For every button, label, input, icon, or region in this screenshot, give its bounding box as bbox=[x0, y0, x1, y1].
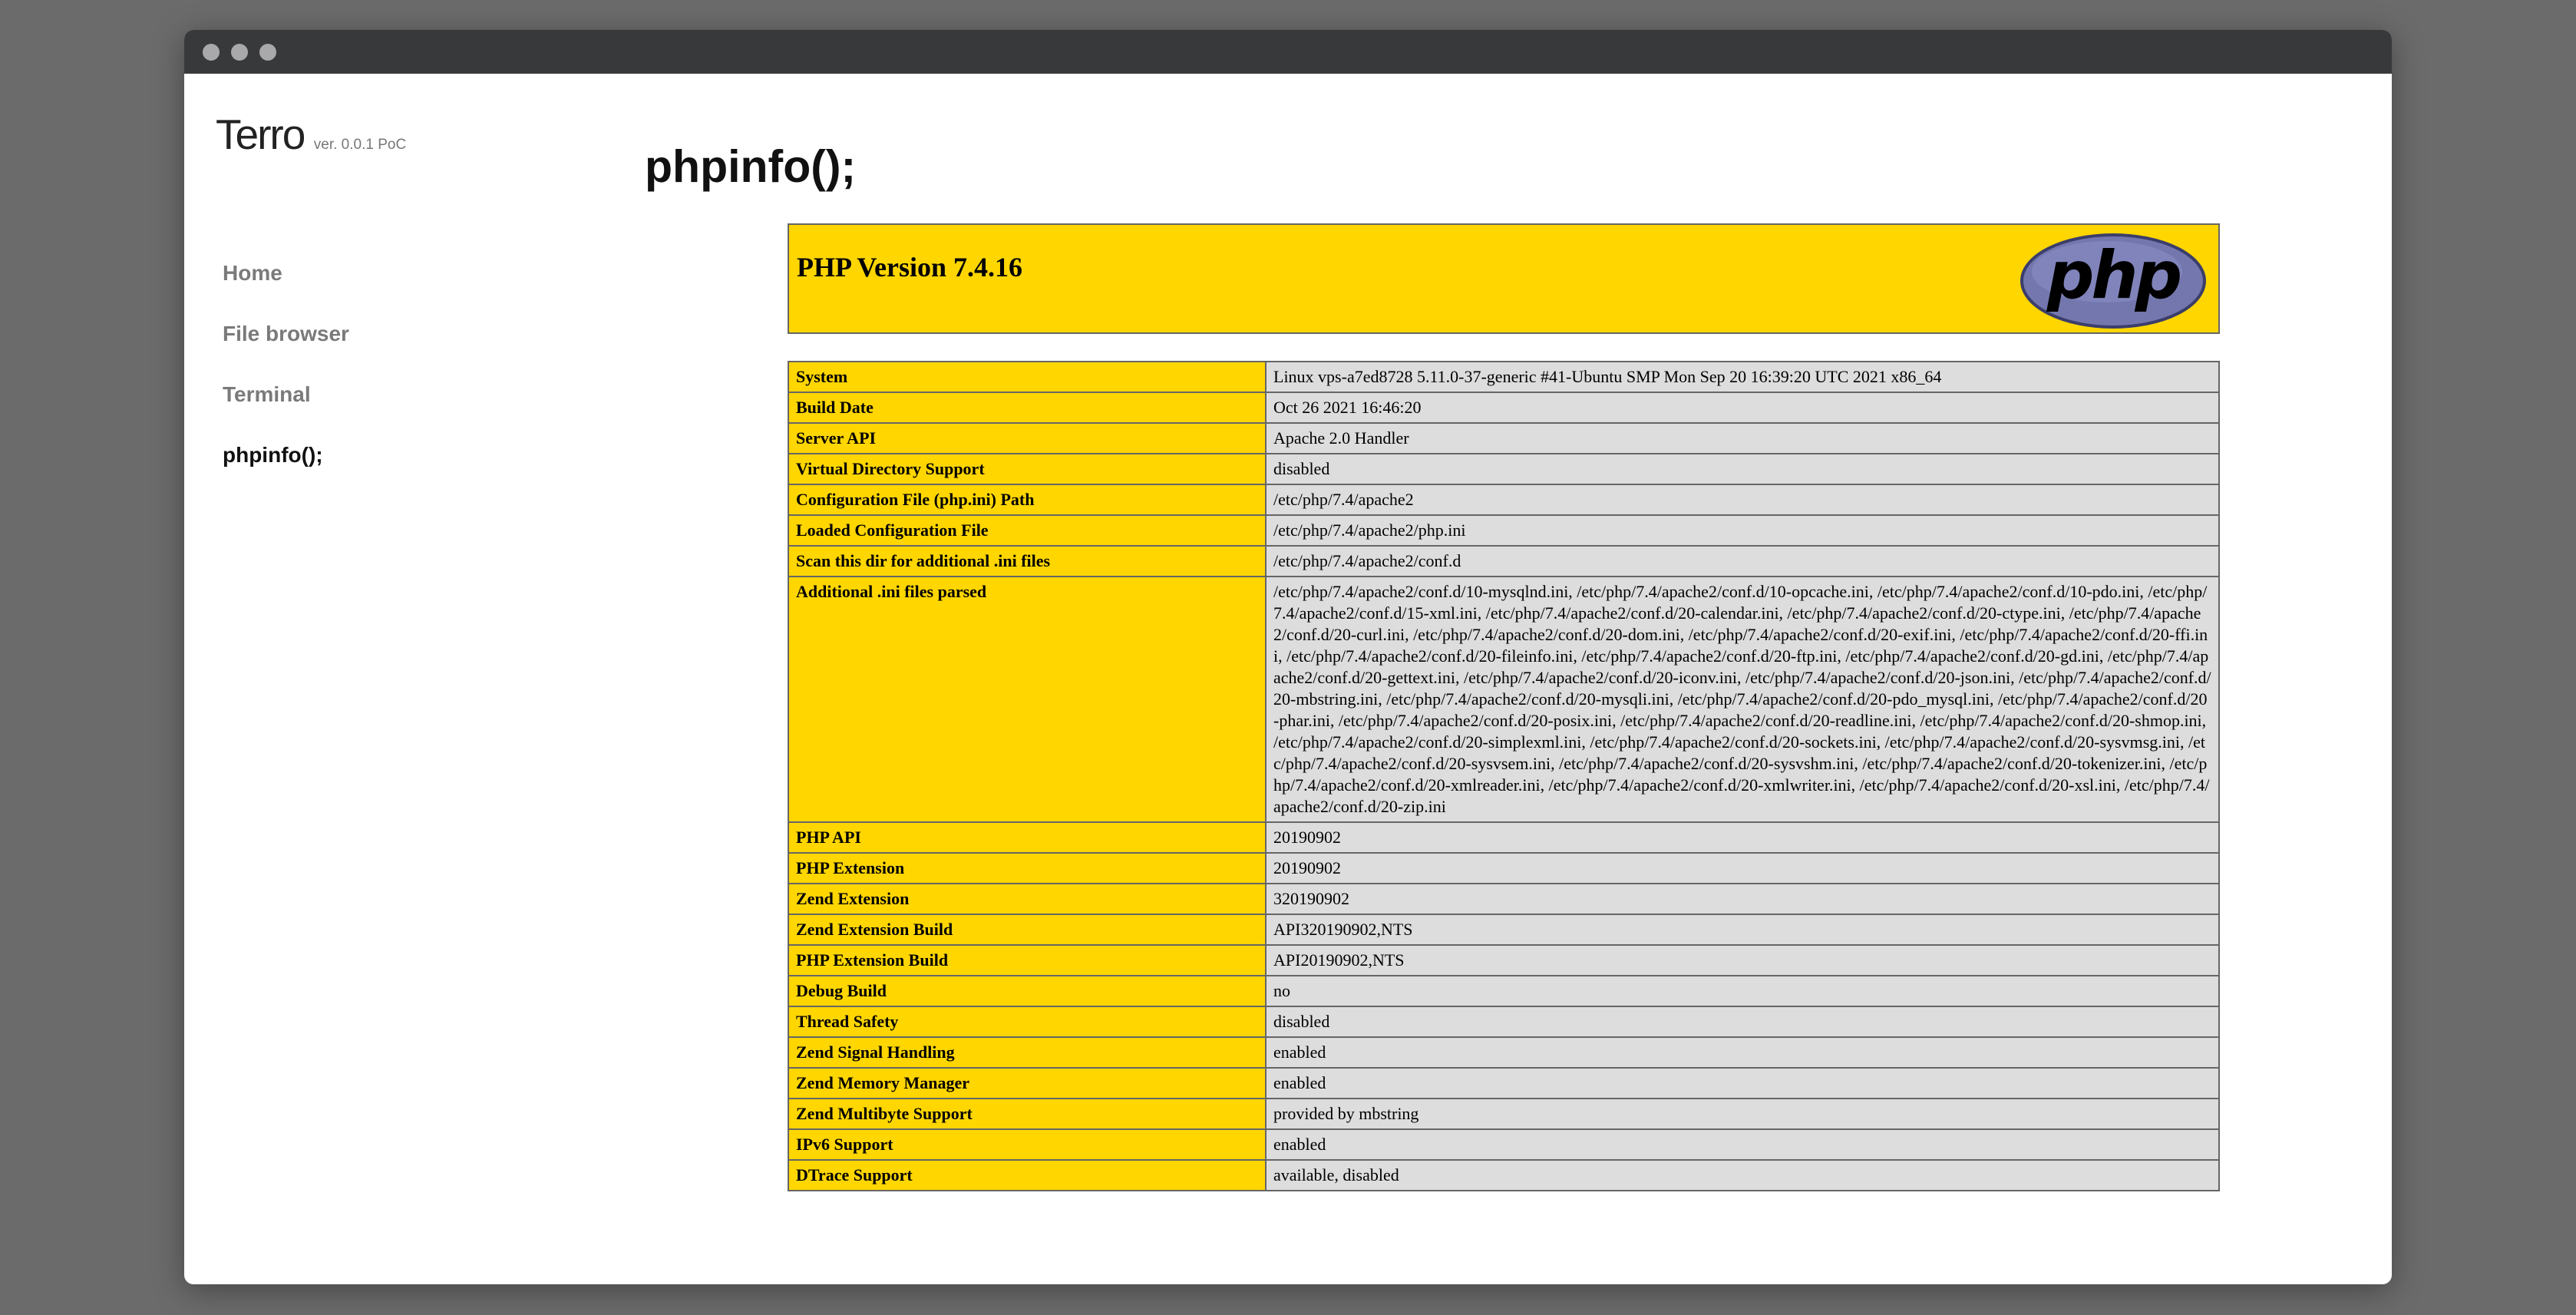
info-value: /etc/php/7.4/apache2/php.ini bbox=[1266, 515, 2219, 546]
brand-version: ver. 0.0.1 PoC bbox=[313, 137, 407, 153]
info-value: Linux vps-a7ed8728 5.11.0-37-generic #41-Ubuntu SMP Mon Sep 20 16:39:20 UTC 2021 x86_64 bbox=[1266, 362, 2219, 392]
close-window-dot[interactable] bbox=[203, 44, 220, 61]
nav-item-home[interactable]: Home bbox=[223, 261, 282, 285]
maximize-window-dot[interactable] bbox=[259, 44, 276, 61]
info-value: available, disabled bbox=[1266, 1160, 2219, 1191]
info-value: 20190902 bbox=[1266, 822, 2219, 853]
info-value: disabled bbox=[1266, 1006, 2219, 1037]
info-key: Additional .ini files parsed bbox=[788, 577, 1266, 822]
info-value: no bbox=[1266, 976, 2219, 1006]
window-titlebar bbox=[184, 30, 2392, 74]
info-key: Zend Memory Manager bbox=[788, 1068, 1266, 1099]
table-row bbox=[788, 1037, 2219, 1068]
info-value: /etc/php/7.4/apache2/conf.d bbox=[1266, 546, 2219, 577]
info-value: provided by mbstring bbox=[1266, 1099, 2219, 1129]
table-row bbox=[788, 945, 2219, 976]
table-row bbox=[788, 546, 2219, 577]
table-row bbox=[788, 1006, 2219, 1037]
sidebar-nav bbox=[223, 249, 349, 491]
php-info-table bbox=[788, 361, 2220, 1191]
info-key: IPv6 Support bbox=[788, 1129, 1266, 1160]
info-value: /etc/php/7.4/apache2/conf.d/10-mysqlnd.ini, /etc/php/7.4/apache2/conf.d/10-opcache.ini, /etc/php/7.4/apache2/conf.d/10-pdo.ini, /etc/php/7.4/apache2/conf.d/15-xml.ini, /etc/php/7.4/apache2/conf.d/20-calendar.ini, /etc/php/7.4/apache2/conf.d/20-ctype.ini, /etc/php/7.4/apache2/conf.d/20-curl.ini, /etc/php/7.4/apache2/conf.d/20-dom.ini, /etc/php/7.4/apache2/conf.d/20-exif.ini, /etc/php/7.4/apache2/conf.d/20-ffi.ini, /etc/php/7.4/apache2/conf.d/20-fileinfo.ini, /etc/php/7.4/apache2/conf.d/20-ftp.ini, /etc/php/7.4/apache2/conf.d/20-gd.ini, /etc/php/7.4/apache2/conf.d/20-gettext.ini, /etc/php/7.4/apache2/conf.d/20-iconv.ini, /etc/php/7.4/apache2/conf.d/20-json.ini, /etc/php/7.4/apache2/conf.d/20-mbstring.ini, /etc/php/7.4/apache2/conf.d/20-mysqli.ini, /etc/php/7.4/apache2/conf.d/20-pdo_mysql.ini, /etc/php/7.4/apache2/conf.d/20-phar.ini, /etc/php/7.4/apache2/conf.d/20-posix.ini, /etc/php/7.4/apache2/conf.d/20-readline.ini, /etc/php/7.4/apache2/conf.d/20-shmop.ini, /etc/php/7.4/apache2/conf.d/20-simplexml.ini, /etc/php/7.4/apache2/conf.d/20-sockets.ini, /etc/php/7.4/apache2/conf.d/20-sysvmsg.ini, /etc/php/7.4/apache2/conf.d/20-sysvsem.ini, /etc/php/7.4/apache2/conf.d/20-sysvshm.ini, /etc/php/7.4/apache2/conf.d/20-tokenizer.ini, /etc/php/7.4/apache2/conf.d/20-xmlreader.ini, /etc/php/7.4/apache2/conf.d/20-xmlwriter.ini, /etc/php/7.4/apache2/conf.d/20-xsl.ini, /etc/php/7.4/apache2/conf.d/20-zip.ini bbox=[1266, 577, 2219, 822]
info-key: Thread Safety bbox=[788, 1006, 1266, 1037]
info-value: enabled bbox=[1266, 1037, 2219, 1068]
table-row bbox=[788, 822, 2219, 853]
table-row bbox=[788, 1129, 2219, 1160]
info-value: disabled bbox=[1266, 454, 2219, 484]
table-row bbox=[788, 362, 2219, 392]
table-row bbox=[788, 1068, 2219, 1099]
info-key: Zend Multibyte Support bbox=[788, 1099, 1266, 1129]
info-key: Loaded Configuration File bbox=[788, 515, 1266, 546]
table-row bbox=[788, 976, 2219, 1006]
php-version-title: PHP Version 7.4.16 bbox=[797, 252, 1023, 282]
nav-item-file-browser[interactable]: File browser bbox=[223, 322, 349, 345]
minimize-window-dot[interactable] bbox=[231, 44, 248, 61]
info-key: Scan this dir for additional .ini files bbox=[788, 546, 1266, 577]
table-row bbox=[788, 914, 2219, 945]
php-logo-icon bbox=[2019, 232, 2208, 330]
page-title: phpinfo(); bbox=[645, 141, 857, 192]
info-key: Zend Extension Build bbox=[788, 914, 1266, 945]
info-value: /etc/php/7.4/apache2 bbox=[1266, 484, 2219, 515]
table-row bbox=[788, 853, 2219, 884]
info-value: Oct 26 2021 16:46:20 bbox=[1266, 392, 2219, 423]
brand bbox=[216, 110, 406, 159]
info-key: PHP API bbox=[788, 822, 1266, 853]
table-row bbox=[788, 484, 2219, 515]
table-row bbox=[788, 1160, 2219, 1191]
info-key: PHP Extension Build bbox=[788, 945, 1266, 976]
table-row bbox=[788, 1099, 2219, 1129]
info-key: Zend Signal Handling bbox=[788, 1037, 1266, 1068]
info-key: DTrace Support bbox=[788, 1160, 1266, 1191]
info-value: API320190902,NTS bbox=[1266, 914, 2219, 945]
brand-name: Terro bbox=[216, 111, 305, 158]
info-key: Debug Build bbox=[788, 976, 1266, 1006]
info-key: Configuration File (php.ini) Path bbox=[788, 484, 1266, 515]
info-key: PHP Extension bbox=[788, 853, 1266, 884]
info-key: Virtual Directory Support bbox=[788, 454, 1266, 484]
table-row bbox=[788, 392, 2219, 423]
table-row bbox=[788, 884, 2219, 914]
info-key: Zend Extension bbox=[788, 884, 1266, 914]
info-value: Apache 2.0 Handler bbox=[1266, 423, 2219, 454]
browser-window bbox=[184, 30, 2392, 1284]
info-value: enabled bbox=[1266, 1129, 2219, 1160]
info-value: 320190902 bbox=[1266, 884, 2219, 914]
php-version-header bbox=[788, 223, 2220, 334]
table-row bbox=[788, 577, 2219, 822]
nav-item-terminal[interactable]: Terminal bbox=[223, 382, 311, 406]
info-value: 20190902 bbox=[1266, 853, 2219, 884]
php-logo-text: php bbox=[2046, 237, 2180, 314]
table-row bbox=[788, 515, 2219, 546]
info-value: enabled bbox=[1266, 1068, 2219, 1099]
info-key: System bbox=[788, 362, 1266, 392]
table-row bbox=[788, 423, 2219, 454]
nav-item-phpinfo[interactable]: phpinfo(); bbox=[223, 443, 323, 467]
info-value: API20190902,NTS bbox=[1266, 945, 2219, 976]
table-row bbox=[788, 454, 2219, 484]
info-key: Server API bbox=[788, 423, 1266, 454]
info-key: Build Date bbox=[788, 392, 1266, 423]
